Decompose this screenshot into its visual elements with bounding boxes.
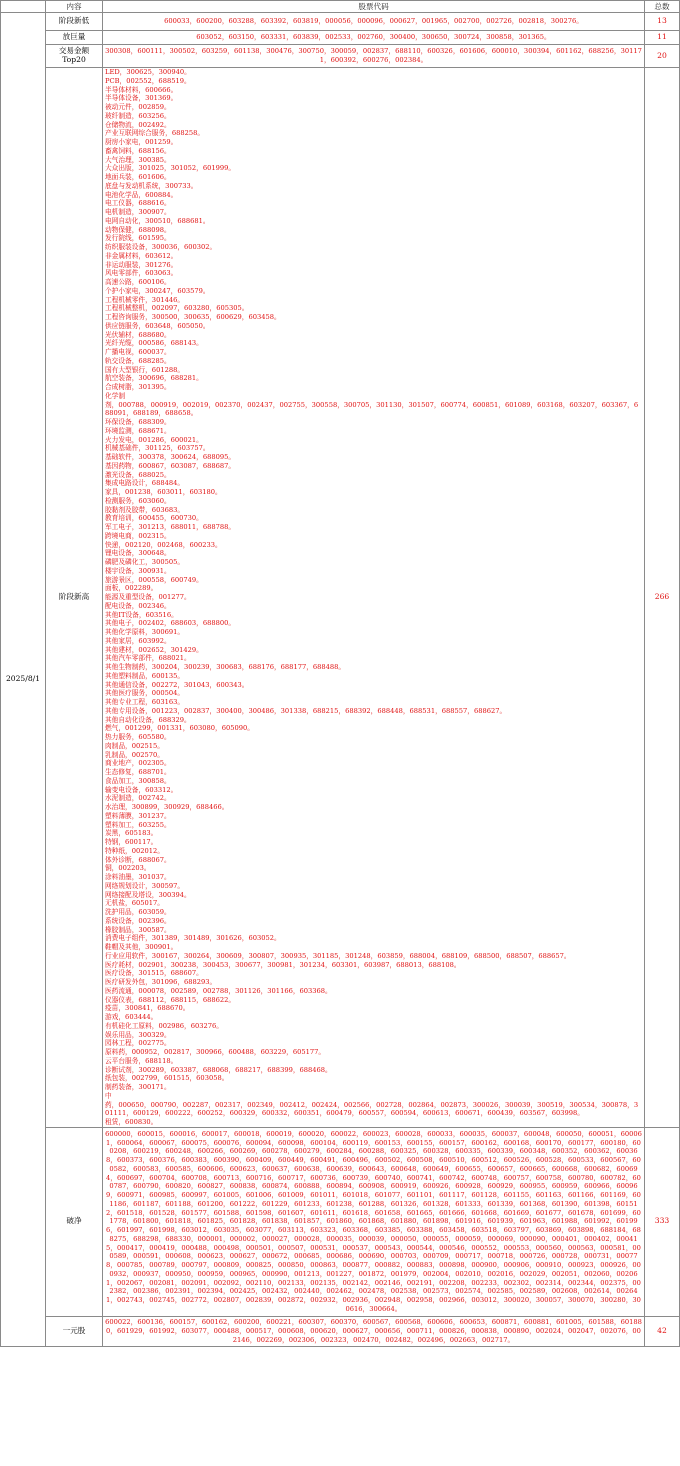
list-item: 鞋帽及其他，300901。 [105, 943, 178, 951]
list-item: 胶黏剂及胶带，603683。 [105, 505, 185, 514]
header-content: 内容 [46, 1, 103, 13]
total-cell: 11 [645, 31, 680, 45]
list-item: 电网自动化，300510，688681。 [105, 216, 210, 225]
list-item: 光纤光缆，000586，688143。 [105, 339, 203, 348]
list-item: 厨房小家电，001259。 [105, 138, 178, 146]
list-item: 医药流通，000078，002589，002788，301126，301166，603368。 [105, 986, 332, 995]
list-item: 医疗研发外包，301096，688293。 [105, 978, 217, 986]
list-item: 工程咨询服务，300500，300635，600629，603458。 [105, 313, 281, 321]
list-item: 中 [105, 1091, 112, 1100]
list-item: 其他医疗服务，000504。 [105, 689, 185, 698]
list-item: 家具，001238，603011，603180。 [105, 488, 222, 496]
list-item: 大气治理，300385。 [105, 155, 171, 164]
total-cell: 266 [645, 68, 680, 1128]
list-item: 仪器仪表，688112，688115，688622。 [105, 995, 236, 1004]
category-cell: 交易金额Top20 [46, 45, 103, 68]
list-item: 半导体材料，600666。 [105, 85, 178, 94]
list-item: 体外诊断，688067。 [105, 855, 171, 864]
list-item: 食品加工，300858。 [105, 776, 171, 785]
list-item: 其他IT设备，603516。 [105, 610, 178, 619]
list-item: 工程机械零件，301446。 [105, 295, 185, 304]
list-item: 火力发电，001286，600021。 [105, 435, 203, 444]
list-item: 其他建材，002652，301429。 [105, 645, 203, 654]
list-item: 剂，000788，000919，002019，002370，002437，002755，300558，300705，301130，301507，600774，600851，601089，603168，603207，603367，688091，688189，688658。 [105, 400, 639, 418]
list-item: 军工电子，301213，688011，688788。 [105, 523, 236, 531]
list-item: LED，300625，300940。 [105, 68, 191, 76]
list-item: 输变电设备，603312。 [105, 785, 178, 794]
header-spacer [1, 1, 46, 13]
list-item: 原料药，000952，002817，300966，600488，603229，605177。 [105, 1048, 326, 1056]
list-item: 无机盐，605017。 [105, 899, 164, 908]
list-item: 环境监测，688671。 [105, 426, 171, 435]
list-item: 肉制品，002515。 [105, 741, 164, 750]
list-item: 化学制 [105, 391, 126, 400]
list-item: 电工仪器，688616。 [105, 199, 171, 208]
list-item: 光伏辅材，688680。 [105, 330, 171, 339]
list-item: 楼宇设备，300931。 [105, 566, 171, 575]
list-item: PCB，002552，688519。 [105, 76, 191, 85]
list-item: 能源及重型设备，001277。 [105, 593, 191, 601]
codes-cell: 600033，600200，603288，603392，603819，000056，000096，000627，001965，002700，002726，002818，300276。 [103, 13, 645, 31]
codes-list-cell [103, 68, 645, 1128]
list-item: 涂料油墨，301037。 [105, 873, 171, 881]
list-item: 商业地产，002305。 [105, 759, 171, 768]
list-item: 轨交设备，688285。 [105, 356, 171, 365]
list-item: 激光设备，688025。 [105, 470, 171, 479]
list-item: 基础软件，300378，300624，688095。 [105, 453, 236, 461]
table-row [1, 31, 680, 45]
list-item: 园林工程，002775。 [105, 1039, 171, 1048]
list-item: 燃气，001299，001331，603080，605090。 [105, 724, 254, 733]
list-item: 高速公路，600106。 [105, 278, 171, 286]
list-item: 半导体设备，301369。 [105, 94, 178, 103]
table-row [1, 1316, 680, 1346]
list-item: 生态修复，688701。 [105, 768, 171, 776]
list-item: 租赁，600830。 [105, 1118, 158, 1126]
list-item: 电机制造，300907。 [105, 208, 171, 216]
list-item: 磷肥及磷化工，300505。 [105, 558, 185, 566]
list-item: 畜禽饲料，688156。 [105, 146, 171, 155]
list-item: 其他电子，002402，688603，688800。 [105, 619, 236, 628]
list-item: 橡胶制品，300587。 [105, 925, 171, 934]
list-item: 合成树脂，301395。 [105, 383, 171, 391]
list-item: 网络接配及塔设，300394。 [105, 890, 191, 899]
header-total: 总数 [645, 1, 680, 13]
list-item: 国有大型银行，601288。 [105, 365, 185, 374]
list-item: 环保设备，688309。 [105, 418, 171, 426]
list-item: 产业互联网综合服务，688258。 [105, 129, 205, 138]
list-item: 游戏，603444。 [105, 1013, 158, 1021]
table-row [1, 68, 680, 1128]
list-item: 非运动服装，301276。 [105, 260, 178, 269]
list-item: 纸包装，002799，601515，603058。 [105, 1074, 229, 1083]
list-item: 洗护用品，603059。 [105, 908, 171, 916]
total-cell: 20 [645, 45, 680, 68]
total-cell: 13 [645, 13, 680, 31]
table-row [1, 13, 680, 31]
codes-cell: 600022，600136，600157，600162，600200，600221，600307，600370，600567，600568，600606，600653，600871，600881，601005，601588，601880，601929，601992，603077，000488，000517，000608，000620，000627，000656，000711，000826，000838，000890，002024，002047，002076，002146，002269，002306，002323，002470，002482，002496，002663，002717。 [103, 1316, 645, 1346]
list-item: 诊断试剂，300289，603387，688068，688217，688399，688468。 [105, 1065, 332, 1074]
list-item: 广播电视，600037。 [105, 348, 171, 356]
list-item: 集成电路设计，688484。 [105, 479, 185, 488]
list-item: 炭黑，605183。 [105, 829, 158, 838]
header-codes: 股票代码 [103, 1, 645, 13]
total-cell: 42 [645, 1316, 680, 1346]
list-item: 消费电子组件，301389，301489，301626，603052。 [105, 934, 281, 943]
codes-cell: 300308，600111，300502，603259，601138，300476，300750，300059，002837，688110，600326，601606，600010，300394，601162，688256，301171，600392，600276，002384。 [103, 45, 645, 68]
list-item: 动物保健，688098。 [105, 225, 171, 234]
list-item: 铜，002203。 [105, 864, 151, 873]
list-item: 医疗耗材，002901，300238，300453，300677，300981，301234，603301，603987，688013，688108。 [105, 960, 461, 969]
list-item: 行业应用软件，300167，300264，300609，300807，300935，301185，301248，603859，688004，688109，688500，688507，688657。 [105, 951, 571, 960]
list-item: 旅游景区，000558，600749。 [105, 575, 203, 584]
list-item: 系统设备，002396。 [105, 916, 171, 925]
list-item: 仓储物流，002492。 [105, 120, 171, 129]
list-item: 其他自动化设备，688329。 [105, 715, 191, 724]
header-row [1, 1, 680, 13]
list-item: 特钢，600117。 [105, 838, 158, 846]
list-item: 检测服务，603060。 [105, 496, 171, 505]
date-cell: 2025/8/1 [1, 13, 46, 1347]
list-item: 特种纸，002012。 [105, 846, 164, 855]
list-item: 锂电设备，300648。 [105, 549, 171, 558]
list-item: 玻纤制造，603256。 [105, 111, 171, 120]
list-item: 大众出版，301025，301052，601999。 [105, 164, 236, 173]
total-cell: 333 [645, 1127, 680, 1316]
list-item: 被动元件，002859。 [105, 103, 171, 111]
list-item: 其他化学原料，300691。 [105, 628, 185, 636]
category-cell: 放巨量 [46, 31, 103, 45]
list-item: 其他专业工程，603163。 [105, 698, 185, 706]
list-item: 热力服务，605580。 [105, 733, 171, 741]
list-item: 配电设备，002346。 [105, 601, 171, 610]
list-item: 乳制品，002570。 [105, 750, 164, 759]
list-item: 其他生物制药，300204，300239，300683，688176，688177，688488。 [105, 663, 346, 671]
list-item: 娱乐用品，300329。 [105, 1030, 171, 1039]
list-item: 其他家居，603992。 [105, 636, 171, 645]
list-item: 制药装备，300171。 [105, 1083, 171, 1091]
list-item: 风电零部件，603063。 [105, 269, 178, 278]
list-item: 塑料加工，603255。 [105, 820, 171, 829]
list-item: 发行院线，601595。 [105, 234, 171, 243]
list-item: 面板，002289。 [105, 584, 158, 593]
list-item: 水泥制造，002742。 [105, 794, 171, 803]
codes-cell: 603052，603150，603331，603839，002533，002760，300400，300650，300724，300858，301365。 [103, 31, 645, 45]
list-item: 个护小家电，300247，603579。 [105, 286, 210, 295]
table-row [1, 45, 680, 68]
list-item: 纺织服装设备，300036，600302。 [105, 243, 217, 251]
list-item: 教育培训，600455，600730。 [105, 514, 203, 523]
list-item: 疫苗，300841，688670。 [105, 1004, 190, 1013]
list-item: 底盘与发动机系统，300733。 [105, 181, 198, 190]
list-item: 有机硅化工原料，002986，603276。 [105, 1021, 223, 1030]
list-item: 基因药物，600867，603087，688687。 [105, 461, 236, 470]
list-item: 供应链服务，603648，605050。 [105, 321, 210, 330]
list-item: 机械基础件，301125，603757。 [105, 444, 210, 453]
table-row [1, 1127, 680, 1316]
list-item: 地面兵装，601606。 [105, 173, 171, 181]
list-item: 航空装备，300696，688281。 [105, 374, 203, 383]
list-item: 快递，002120，002468，600233。 [105, 540, 222, 549]
list-item: 医疗设备，301515，688607。 [105, 969, 203, 978]
category-cell: 一元股 [46, 1316, 103, 1346]
category-cell: 阶段新高 [46, 68, 103, 1128]
list-item: 塑料薄膜，301237。 [105, 811, 171, 820]
category-cell: 破净 [46, 1127, 103, 1316]
list-item: 跨境电商，002315。 [105, 531, 171, 540]
list-item: 工程机械整机，002097，603280，605305。 [105, 304, 249, 313]
list-item: 其他塑料制品，600135。 [105, 671, 185, 680]
list-item: 药，000650，000790，002287，002317，002349，002412，002424，002566，002728，002864，002873，300026，300039，300519，300534，300878，301111，600129，600222，600252，600329，600332，600351，600479，600557，600594，600613，600671，600439，603567，603998。 [105, 1100, 639, 1118]
list-item: 水治理，300899，300929，688466。 [105, 803, 229, 811]
list-item: 电池化学品，600884。 [105, 190, 178, 199]
list-item: 其他汽车零部件，688021。 [105, 654, 191, 663]
list-item: 网络规划设计，300597。 [105, 881, 185, 890]
list-item: 其他通信设备，002272，301043，600343。 [105, 680, 249, 689]
list-item: 其他专用设备，001223，002837，300400，300486，301338，688215，688392，688448，688531，688557，688627。 [105, 706, 507, 715]
codes-cell: 600000，600015，600016，600017，600018，600019，600020，600022，600023，600028，600033，600035，600037，600048，600050，600051，600061，600064，600067，600075，600076，600094，600098，600104，600119，600153，600155，600157，600162，600168，600170，600177，600180，600208，600219，600248，600266，600269，600278，600279，600284，600288，600325，600328，600335，600339，600348，600352，600362，600368，600373，600376，600383，600390，600409，600449，600491，600496，600502，600508，600510，600512，600526，600528，600533，600567，600582，600583，600585，600606，600623，600637，600638，600639，600643，600648，600649，600655，600657，600665，600668，600682，600694，600697，600704，600708，600713，600716，600717，600736，600739，600740，600741，600742，600748，600757，600758，600780，600782，600787，600790，600820，600827，600838，600874，600888，600894，600908，600919，600926，600928，600929，600955，600959，600966，600969，600971，600985，600997，601005，601006，601009，601011，601018，601077，601101，601117，601128，601155，601163，601166，601169，601186，601187，601188，601200，601222，601229，601233，601238，601288，601326，601328，601333，601339，601368，601390，601398，601512，601518，601528，601577，601588，601598，601607，601611，601618，601658，601665，601666，601668，601669，601677，601678，601699，601778，601800，601818，601825，601828，601838，601857，601860，601868，601880，601898，601916，601939，601963，601988，601992，601996，601997，601998，603012，603035，603077，603113，603323，603368，603385，603388，603458，603518，603797，603869，603898，688184，688275，688298，688330，000001，000002，000027，000028，000035，000039，000050，000055，000059，000069，000090，000401，000402，000415，000417，000419，000488，000498，000501，000507，000531，000537，000543，000544，000546，000552，000553，000560，000563，000581，000589，000591，000608，000623，000627，000672，000685，000686，000690，000703，000709，000717，000718，000726，000728，000731，000778，000785，000789，000797，000809，000825，000850，000863，000877，000882，000883，000898，000900，000906，000910，000923，000926，000932，000937，000950，000959，000965，000990，001213，001227，001872，001979，002004，002010，002016，002029，002051，002060，002061，002067，002081，002091，002092，002110，002133，002135，002142，002146，002191，002208，002233，002302，002314，002344，002375，002382，002386，002391，002394，002425，002432，002440，002462，002478，002538，002573，002574，002585，002589，002608，002614，002641，002743，002745，002772，002807，002839，002872，002932，002936，002948，002958，002966，003012，300020，300057，300070，300280，300616，300664。 [103, 1127, 645, 1316]
list-item: 云平台服务，688118。 [105, 1056, 178, 1065]
list-item: 非金属材料，603612。 [105, 251, 178, 260]
category-cell: 阶段新低 [46, 13, 103, 31]
